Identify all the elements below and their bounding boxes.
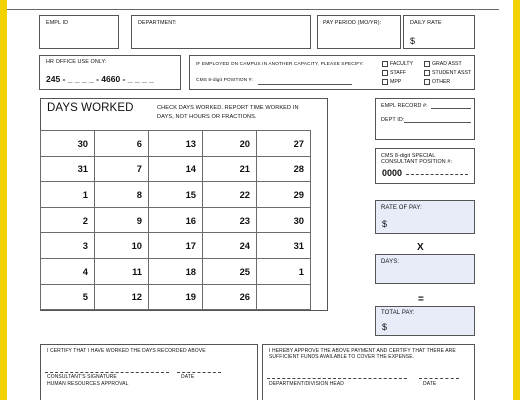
option-mpp[interactable] [382,79,401,85]
calendar-day-cell[interactable]: 20 [203,131,257,157]
cms-special-line[interactable] [406,174,468,175]
department-field[interactable] [131,15,311,49]
calendar-day-cell[interactable]: 30 [257,207,311,233]
cms-special-label-2: CONSULTANT POSITION #: [381,159,453,165]
calendar-day-cell[interactable]: 30 [41,131,95,157]
department-label: DEPARTMENT: [138,20,177,26]
calendar-day-cell[interactable]: 18 [149,258,203,284]
calendar-day-cell[interactable]: 2 [41,207,95,233]
hr-approval-label: HUMAN RESOURCES APPROVAL [47,381,129,387]
daily-rate-field[interactable] [403,15,475,49]
other-checkbox[interactable] [424,79,430,85]
faculty-checkbox[interactable] [382,61,388,67]
calendar-day-cell[interactable]: 5 [41,284,95,310]
days-worked-instructions: CHECK DAYS WORKED. REPORT TIME WORKED IN DAYS, NOT HOURS OR FRACTIONS. [157,105,299,120]
dept-head-date-line[interactable] [419,378,459,379]
calendar-day-cell[interactable]: 23 [203,207,257,233]
calendar-day-cell[interactable]: 3 [41,233,95,259]
department-approval-box [262,344,475,400]
option-grad-asst[interactable] [424,61,462,67]
calendar-day-cell[interactable]: 19 [149,284,203,310]
days-label: DAYS: [381,259,400,265]
calendar-day-cell[interactable]: 10 [95,233,149,259]
campus-question: IF EMPLOYED ON CAMPUS IN ANOTHER CAPACITY, PLEASE SPECIFY: [196,62,364,67]
daily-rate-label: DAILY RATE [410,20,442,26]
rate-of-pay-box[interactable] [375,200,475,234]
calendar-day-cell[interactable]: 7 [95,156,149,182]
calendar-row [41,284,311,310]
rate-of-pay-symbol: $ [382,219,388,229]
dept-head-label: DEPARTMENT/DIVISION HEAD [269,381,345,387]
certify-text: I CERTIFY THAT I HAVE WORKED THE DAYS RECORDED ABOVE [47,348,206,354]
total-pay-box[interactable] [375,306,475,336]
calendar-day-cell[interactable]: 22 [203,182,257,208]
calendar-row [41,156,311,182]
pay-period-field[interactable] [317,15,401,49]
calendar-row [41,182,311,208]
calendar-row [41,233,311,259]
grad-asst-checkbox[interactable] [424,61,430,67]
calendar-day-cell[interactable]: 26 [203,284,257,310]
dept-id-label: DEPT ID: [381,117,405,123]
grad-asst-label: GRAD ASST [432,61,462,67]
timesheet-form [7,0,513,400]
calendar-day-cell[interactable]: 9 [95,207,149,233]
hr-office-label: HR OFFICE USE ONLY: [46,59,107,65]
days-worked-title: DAYS WORKED [47,102,134,114]
empl-record-line[interactable] [431,108,471,109]
approval-text-1: I HEREBY APPROVE THE ABOVE PAYMENT AND CERTIFY THAT THERE ARE [269,348,456,354]
staff-checkbox[interactable] [382,70,388,76]
hr-office-code[interactable]: 245 - _ _ _ _ - 4660 - _ _ _ _ [46,74,154,84]
calendar-row [41,131,311,157]
approval-text-2: SUFFICIENT FUNDS AVAILABLE TO COVER THE EXPENSE. [269,354,415,360]
consultant-date-line[interactable] [177,372,221,373]
pay-period-label: PAY PERIOD (MO/YR): [323,20,382,26]
consultant-certify-box [40,344,258,400]
calendar-row [41,258,311,284]
calendar-day-cell[interactable]: 13 [149,131,203,157]
times-symbol: X [417,242,424,253]
option-staff[interactable] [382,70,406,76]
mpp-checkbox[interactable] [382,79,388,85]
calendar-day-cell[interactable]: 12 [95,284,149,310]
calendar-day-cell[interactable]: 1 [257,258,311,284]
daily-rate-symbol: $ [410,36,416,46]
days-calendar-grid [40,130,311,310]
option-other[interactable] [424,79,450,85]
calendar-day-cell[interactable]: 31 [257,233,311,259]
faculty-label: FACULTY [390,61,413,67]
calendar-day-cell[interactable]: 29 [257,182,311,208]
cms-position-label: CMS 8-digit POSITION #: [196,78,253,83]
calendar-day-cell[interactable]: 27 [257,131,311,157]
top-border-line [7,9,499,10]
calendar-row [41,207,311,233]
other-label: OTHER [432,79,451,85]
consultant-signature-label: CONSULTANT'S SIGNATURE [47,374,117,380]
empl-record-box [375,98,475,140]
cms-special-label-1: CMS 8-digit SPECIAL [381,153,436,159]
staff-label: STAFF [390,70,407,76]
dept-head-date-label: DATE [423,381,437,387]
calendar-day-cell[interactable] [257,284,311,310]
calendar-day-cell[interactable]: 16 [149,207,203,233]
calendar-day-cell[interactable]: 25 [203,258,257,284]
dept-head-signature-line[interactable] [267,378,407,379]
calendar-day-cell[interactable]: 24 [203,233,257,259]
calendar-day-cell[interactable]: 17 [149,233,203,259]
student-asst-checkbox[interactable] [424,70,430,76]
empl-id-field[interactable] [39,15,119,49]
calendar-day-cell[interactable]: 6 [95,131,149,157]
total-pay-label: TOTAL PAY: [381,310,415,316]
calendar-day-cell[interactable]: 11 [95,258,149,284]
mpp-label: MPP [390,79,402,85]
cms-position-line[interactable] [258,84,352,85]
student-asst-label: STUDENT ASST [432,70,472,76]
option-faculty[interactable] [382,61,413,67]
empl-record-label: EMPL RECORD #: [381,103,428,109]
campus-capacity-box [189,55,475,90]
calendar-day-cell[interactable]: 8 [95,182,149,208]
calendar-day-cell[interactable]: 14 [149,156,203,182]
empl-id-label: EMPL ID [46,20,69,26]
dept-id-line[interactable] [404,122,471,123]
calendar-day-cell[interactable]: 1 [41,182,95,208]
cms-special-box [375,148,475,184]
rate-of-pay-label: RATE OF PAY: [381,205,422,211]
consultant-date-label: DATE [181,374,195,380]
option-student-asst[interactable] [424,70,471,76]
total-pay-symbol: $ [382,322,388,332]
calendar-day-cell[interactable]: 31 [41,156,95,182]
cms-special-value[interactable]: 0000 [382,168,403,178]
consultant-signature-line[interactable] [45,372,169,373]
calendar-day-cell[interactable]: 4 [41,258,95,284]
calendar-day-cell[interactable]: 28 [257,156,311,182]
equals-symbol: = [418,294,424,305]
calendar-day-cell[interactable]: 15 [149,182,203,208]
calendar-day-cell[interactable]: 21 [203,156,257,182]
hr-office-box [39,55,181,90]
days-box[interactable] [375,254,475,284]
